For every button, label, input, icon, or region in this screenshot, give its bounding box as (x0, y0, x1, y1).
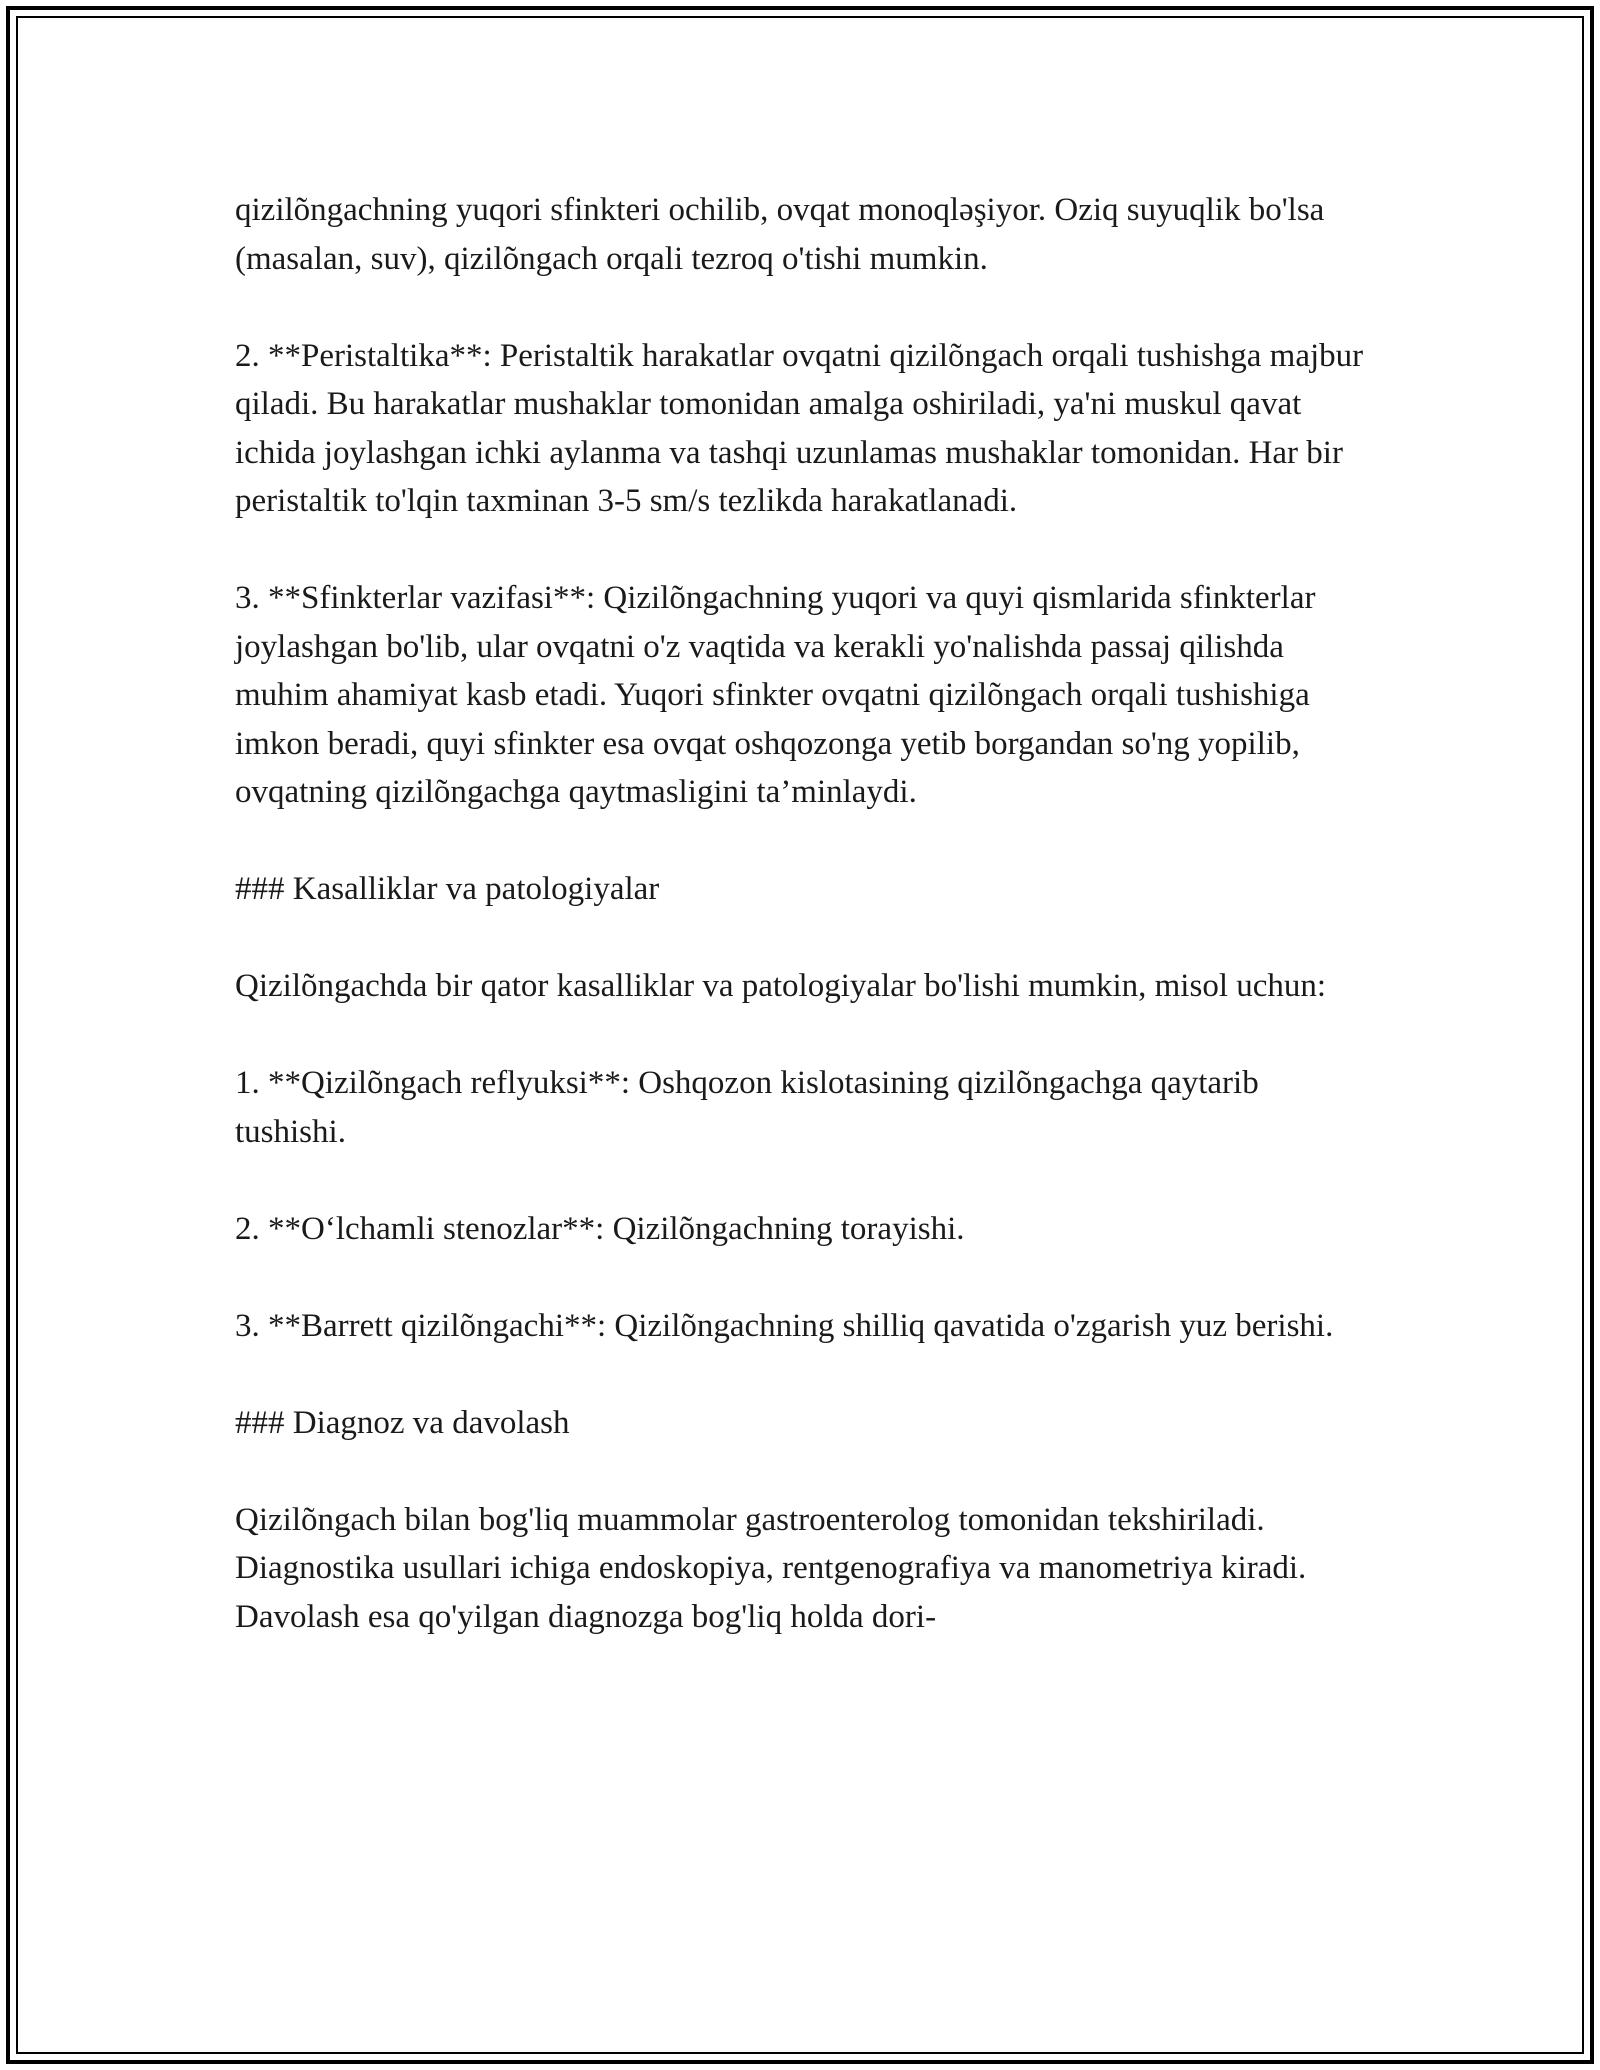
list-item-barrett: 3. **Barrett qizilõngachi**: Qizilõngachning shilliq qavatida o'zgarish yuz berishi. (235, 1307, 1334, 1344)
paragraph-peristalsis: 2. **Peristaltika**: Peristaltik harakatlar ovqatni qizilõngach orqali tushishga majbur qiladi. Bu harakatlar mushaklar tomonidan amalga oshiriladi, ya'ni muskul qavat ichida joylashgan ichki aylanma va tashqi uzunlamas mushaklar tomonidan. Har bir peristaltik to'lqin taxminan 3-5 sm/s tezlikda harakatlanadi. (235, 337, 1364, 519)
paragraph-diagnosis: Qizilõngach bilan bog'liq muammolar gastroenterolog tomonidan tekshiriladi. Diagnostika usullari ichiga endoskopiya, rentgenografiya va manometriya kiradi. Davolash esa qo'yilgan diagnozga bog'liq holda dori- (235, 1501, 1307, 1635)
heading-diseases: ### Kasalliklar va patologiyalar (235, 871, 660, 907)
paragraph-diseases-intro: Qizilõngachda bir qator kasalliklar va patologiyalar bo'lishi mumkin, misol uchun: (235, 968, 1327, 1004)
paragraph-sphincters: 3. **Sfinkterlar vazifasi**: Qizilõngachning yuqori va quyi qismlarida sfinkterlar joylashgan bo'lib, ular ovqatni o'z vaqtida va kerakli yo'nalishda passaj qilishda muhim ahamiyat kasb etadi. Yuqori sfinkter ovqatni qizilõngach orqali tushishiga imkon beradi, quyi sfinkter esa ovqat oshqozonga yetib borgandan so'ng yopilib, ovqatning qizilõngachga qaytmasligini ta’minlaydi. (235, 580, 1316, 810)
heading-diagnosis: ### Diagnoz va davolash (235, 1404, 570, 1441)
paragraph-swallowing-continuation: qizilõngachning yuqori sfinkteri ochilib, ovqat monoqləşiyor. Oziq suyuqlik bo'lsa (masalan, suv), qizilõngach orqali tezroq o'tishi mumkin. (235, 192, 1325, 277)
document-body (235, 186, 1375, 1641)
list-item-stenosis: 2. **O‘lchamli stenozlar**: Qizilõngachning torayishi. (235, 1210, 965, 1247)
list-item-reflux: 1. **Qizilõngach reflyuksi**: Oshqozon kislotasining qizilõngachga qaytarib tushishi. (235, 1065, 1259, 1150)
